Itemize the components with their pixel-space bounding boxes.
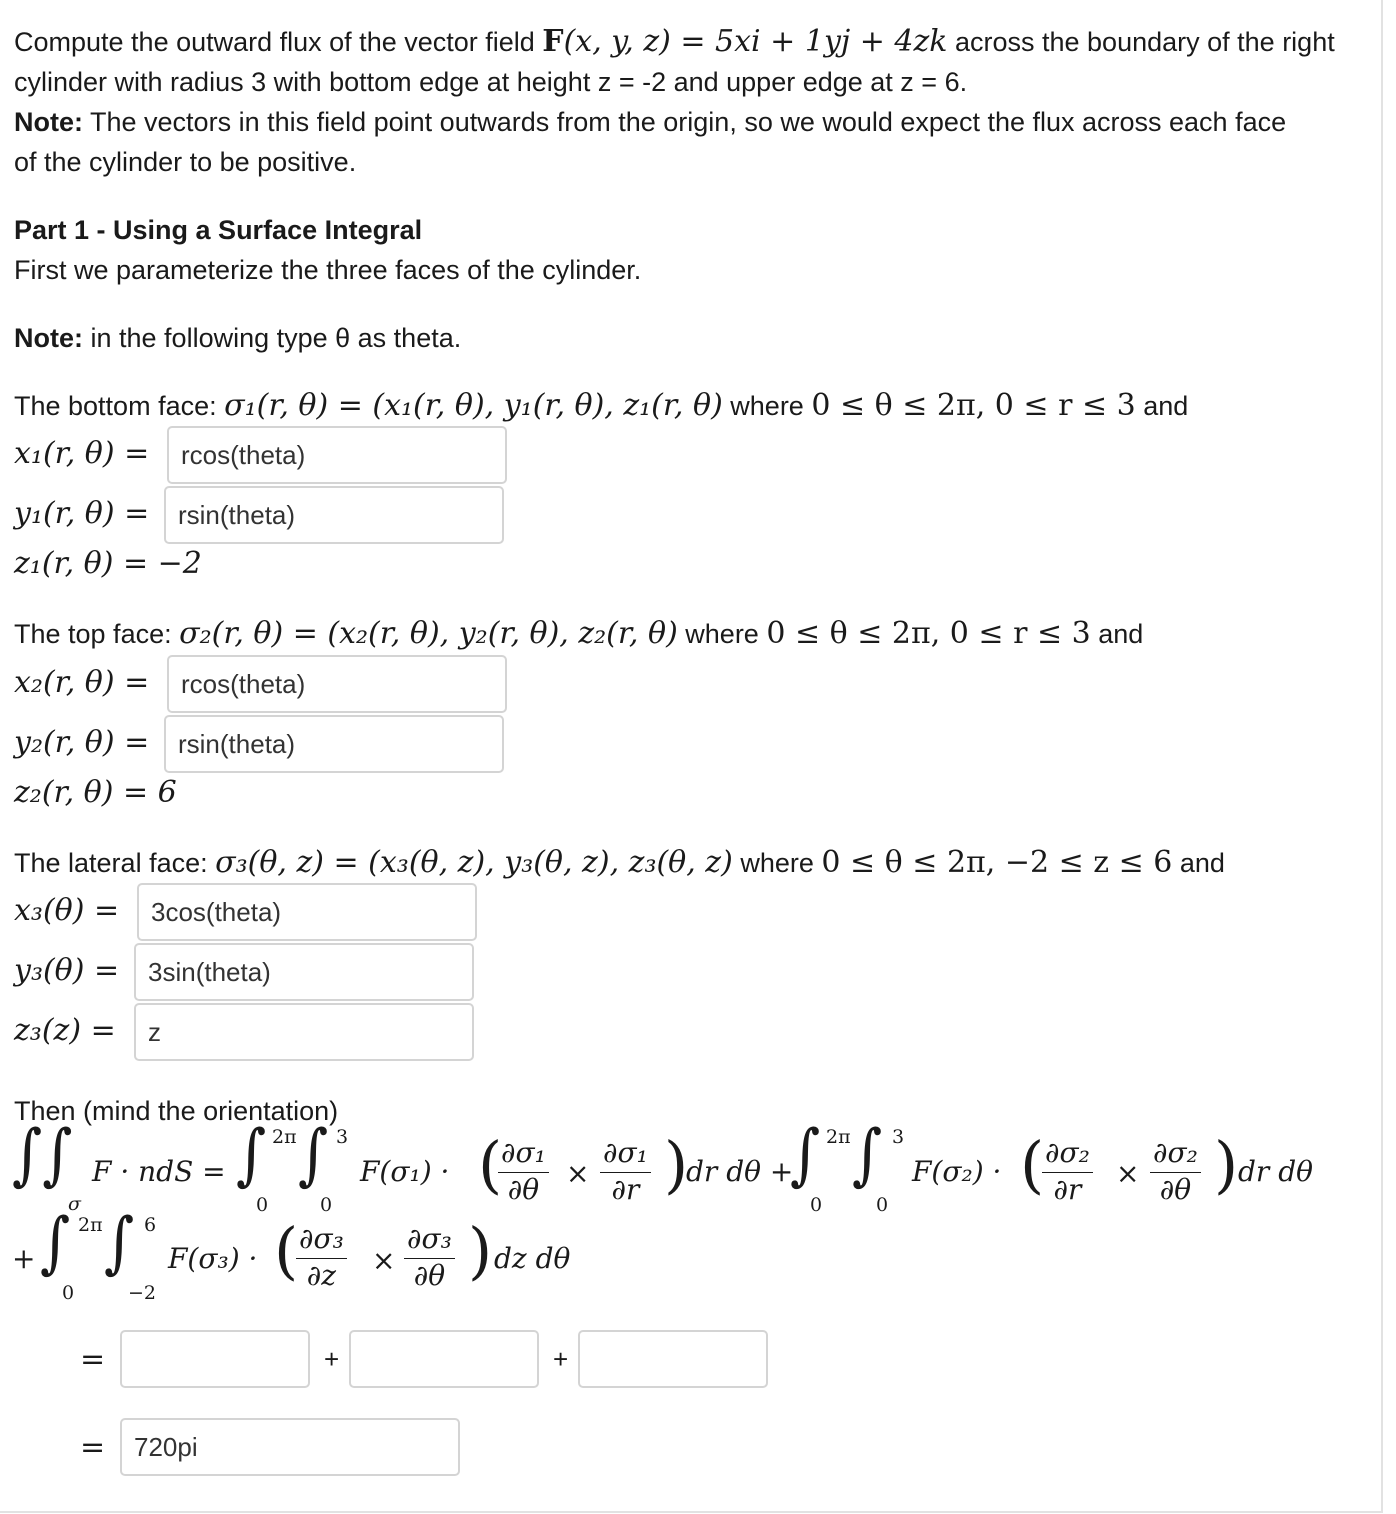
integral-sign: ∫ [236, 1114, 267, 1194]
upper-limit: 6 [144, 1214, 157, 1236]
y3-input[interactable] [134, 943, 474, 1001]
top-face-flux-input[interactable] [349, 1330, 539, 1388]
lateral-face-description: The lateral face: σ₃(θ, z) = (x₃(θ, z), y₃(θ, z), z₃(θ, z) where 0 ≤ θ ≤ 2π, −2 ≤ z ≤ 6 and [14, 845, 1225, 880]
z3-input[interactable] [134, 1003, 474, 1061]
bottom-face-description: The bottom face: σ₁(r, θ) = (x₁(r, θ), y₁(r, θ), z₁(r, θ) where 0 ≤ θ ≤ 2π, 0 ≤ r ≤ 3 and [14, 388, 1189, 423]
dz-dtheta: dz dθ [494, 1242, 571, 1275]
F-sigma2: F(σ₂) · [912, 1155, 1002, 1188]
left-paren: ( [478, 1128, 503, 1201]
z2-expression: z₂(r, θ) = 6 [14, 775, 177, 810]
F-sigma3: F(σ₃) · [168, 1242, 258, 1275]
note-orientation-line2: of the cylinder to be positive. [14, 147, 357, 177]
x2-input[interactable] [167, 655, 507, 713]
upper-limit: 3 [892, 1126, 905, 1148]
then-orientation-text: Then (mind the orientation) [14, 1096, 339, 1126]
integral-sign: ∫ [790, 1114, 821, 1194]
lower-limit: 0 [320, 1194, 333, 1216]
integral-sign: ∫ [104, 1202, 135, 1282]
lateral-face-flux-input[interactable] [578, 1330, 768, 1388]
x3-label: x₃(θ) = [14, 893, 120, 928]
plus-sign: + [12, 1242, 36, 1275]
integral-sign: ∫ [40, 1202, 71, 1282]
sigma-subscript: σ [68, 1193, 81, 1215]
upper-limit: 2π [826, 1126, 851, 1148]
lower-limit: 0 [256, 1194, 269, 1216]
total-flux-input[interactable] [120, 1418, 460, 1476]
y1-label: y₁(r, θ) = [14, 496, 150, 531]
flux-lhs: F · ndS = [92, 1155, 226, 1188]
cross-symbol: × [566, 1157, 590, 1190]
problem-statement-line2: cylinder with radius 3 with bottom edge at height z = -2 and upper edge at z = 6. [14, 67, 968, 97]
x3-input[interactable] [137, 883, 477, 941]
integral-sign: ∫ [298, 1114, 329, 1194]
note-theta: Note: in the following type θ as theta. [14, 323, 462, 353]
fraction-dsigma1-dr: $\frac{\text{∂σ₁}}{\partial r}$ [600, 1136, 651, 1207]
z1-expression: z₁(r, θ) = −2 [14, 546, 202, 581]
vector-field-F: F [542, 24, 564, 59]
dr-dtheta: dr dθ [1238, 1155, 1313, 1188]
fraction-dsigma1-dtheta: $\frac{\text{∂σ₁}}{\partial\theta}$ [498, 1136, 549, 1207]
lower-limit: 0 [62, 1282, 75, 1304]
lower-limit: 0 [810, 1194, 823, 1216]
left-paren: ( [1020, 1128, 1045, 1201]
right-paren: ) [468, 1214, 493, 1287]
right-paren: ) [664, 1128, 689, 1201]
upper-limit: 2π [272, 1126, 297, 1148]
fraction-dsigma2-dr: $\frac{\text{∂σ₂}}{\partial r}$ [1042, 1136, 1093, 1207]
note-orientation: Note: The vectors in this field point outwards from the origin, so we would expect the flux across each face [14, 107, 1287, 137]
plus-sign: + [324, 1344, 340, 1374]
F-sigma1: F(σ₁) · [360, 1155, 450, 1188]
x1-input[interactable] [167, 426, 507, 484]
lower-limit: 0 [876, 1194, 889, 1216]
upper-limit: 3 [336, 1126, 349, 1148]
y1-input[interactable] [164, 486, 504, 544]
y2-input[interactable] [164, 715, 504, 773]
upper-limit: 2π [78, 1214, 103, 1236]
problem-statement-line1: Compute the outward flux of the vector field F(x, y, z) = 5xi + 1yj + 4zk across the boundary of the right [14, 24, 1335, 59]
z3-label: z₃(z) = [14, 1013, 116, 1048]
y3-label: y₃(θ) = [14, 953, 120, 988]
left-paren: ( [274, 1214, 299, 1287]
cross-symbol: × [372, 1244, 396, 1277]
equals-sign: = [80, 1342, 106, 1377]
bottom-face-flux-input[interactable] [120, 1330, 310, 1388]
integral-sign: ∫∫ [12, 1114, 73, 1194]
part1-subtitle: First we parameterize the three faces of the cylinder. [14, 255, 642, 285]
integral-sign: ∫ [852, 1114, 883, 1194]
fraction-dsigma3-dtheta: $\frac{\text{∂σ₃}}{\partial\theta}$ [404, 1222, 455, 1293]
plus-sign: + [553, 1344, 569, 1374]
vector-field-definition: (x, y, z) = 5xi + 1yj + 4zk [563, 24, 948, 59]
fraction-dsigma2-dtheta: $\frac{\text{∂σ₂}}{\partial\theta}$ [1150, 1136, 1201, 1207]
y2-label: y₂(r, θ) = [14, 725, 150, 760]
right-paren: ) [1214, 1128, 1239, 1201]
x1-label: x₁(r, θ) = [14, 436, 150, 471]
part1-heading: Part 1 - Using a Surface Integral [14, 215, 423, 245]
equals-sign: = [80, 1430, 106, 1465]
lower-limit: −2 [128, 1282, 157, 1304]
fraction-dsigma3-dz: $\frac{\text{∂σ₃}}{\partial z}$ [296, 1222, 347, 1293]
dr-dtheta-plus: dr dθ + [686, 1155, 794, 1188]
x2-label: x₂(r, θ) = [14, 665, 150, 700]
top-face-description: The top face: σ₂(r, θ) = (x₂(r, θ), y₂(r, θ), z₂(r, θ) where 0 ≤ θ ≤ 2π, 0 ≤ r ≤ 3 and [14, 616, 1144, 651]
cross-symbol: × [1116, 1157, 1140, 1190]
